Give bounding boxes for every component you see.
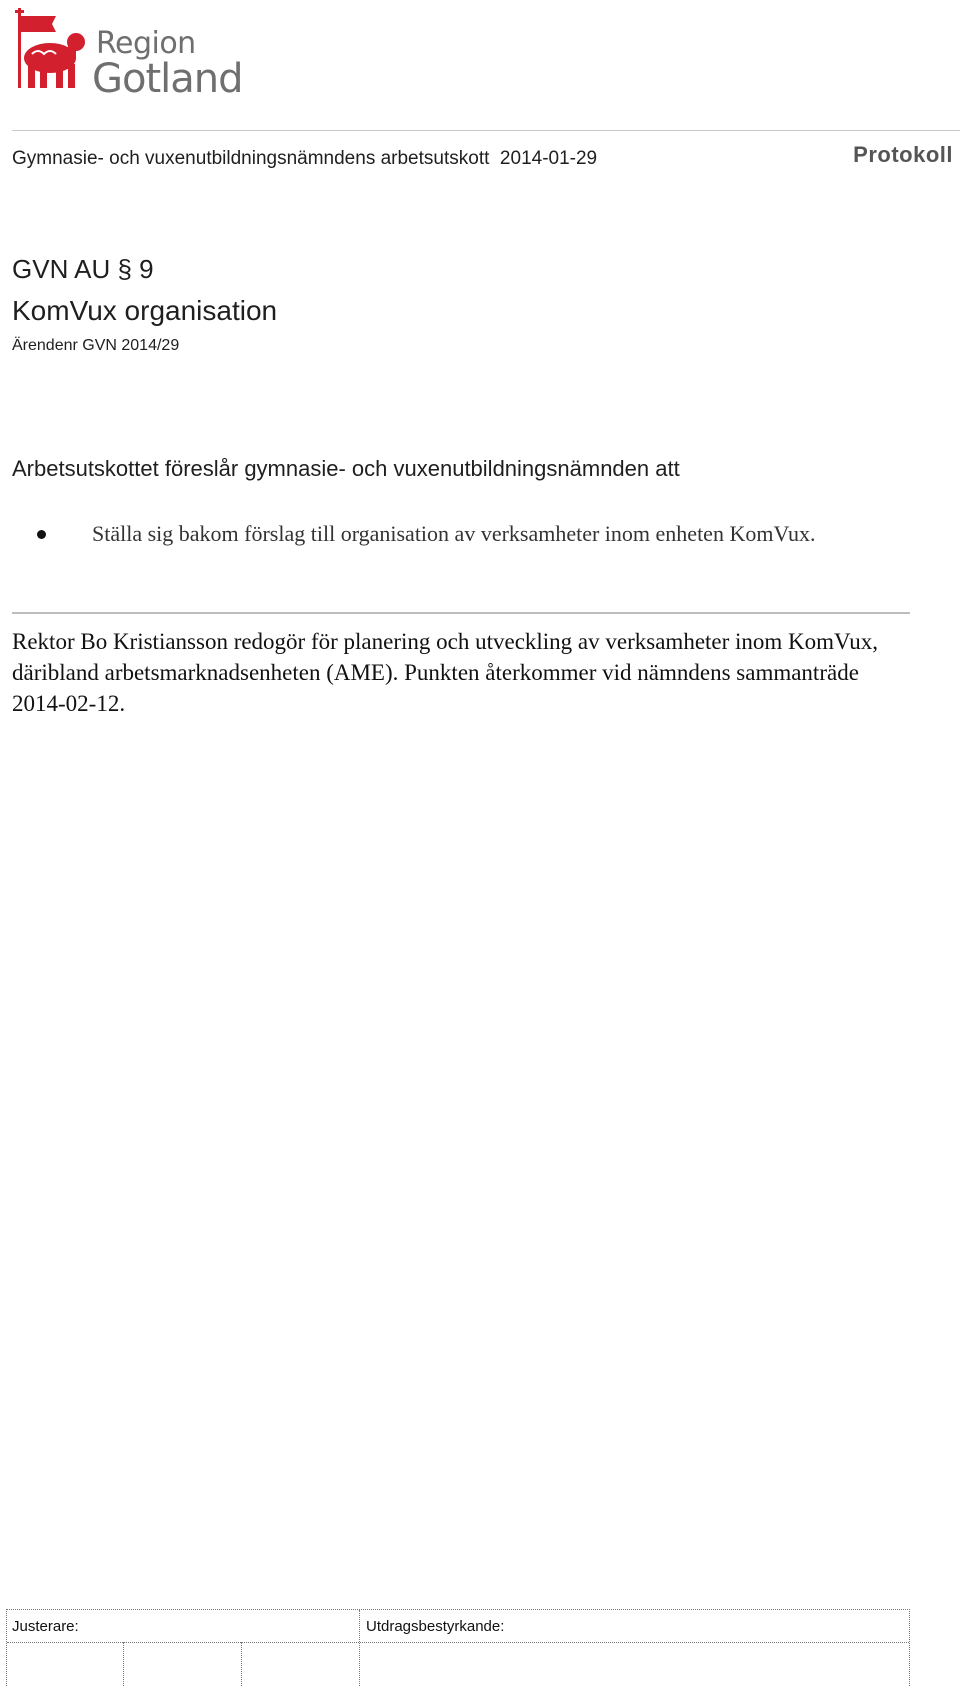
bullet-dot-icon (37, 530, 46, 539)
document-type: Protokoll (853, 142, 953, 167)
logo-text-region: Region (96, 26, 196, 61)
section-id: GVN AU § 9 (12, 254, 154, 284)
proposal-bullet: Ställa sig bakom förslag till organisation av verksamheter inom enheten KomVux. (92, 521, 816, 546)
body-paragraph: Rektor Bo Kristiansson redogör för planering och utveckling av verksamheter inom KomVux, däribland arbetsmarknadsenheten (AME). Punkten återkommer vid nämndens sammanträde 2014-02-12. (12, 629, 879, 716)
signature-column-divider (359, 1610, 360, 1686)
signature-cell-divider (241, 1642, 242, 1686)
logo-text-gotland: Gotland (92, 56, 243, 102)
signature-table (6, 1609, 910, 1686)
region-gotland-logo (12, 6, 243, 102)
lamb-emblem-icon (12, 6, 88, 90)
section-title: KomVux organisation (12, 295, 278, 326)
proposal-heading: Arbetsutskottet föreslår gymnasie- och vuxenutbildningsnämnden att (12, 456, 680, 481)
header-divider (12, 130, 960, 131)
committee-and-date: Gymnasie- och vuxenutbildningsnämndens arbetsutskott 2014-01-29 (12, 148, 598, 169)
adjuster-label: Justerare: (12, 1618, 79, 1635)
case-number: Ärendenr GVN 2014/29 (12, 337, 180, 354)
extract-certification-label: Utdragsbestyrkande: (366, 1618, 505, 1635)
body-divider (12, 612, 910, 614)
signature-cell-divider (123, 1642, 124, 1686)
